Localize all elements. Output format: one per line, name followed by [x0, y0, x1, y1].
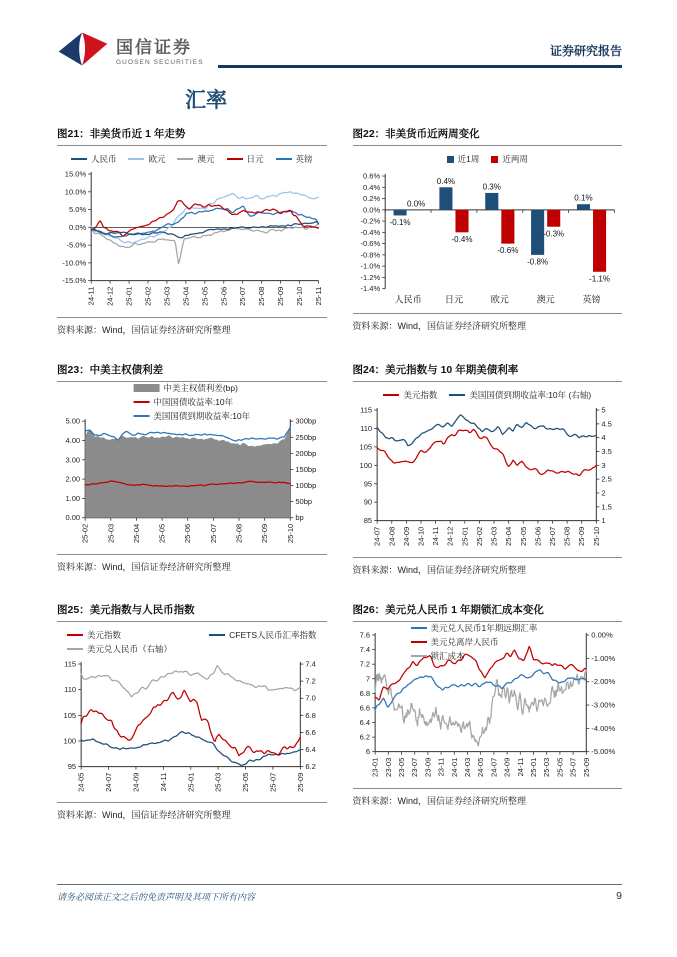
line-swatch-icon: [133, 415, 149, 417]
svg-text:115: 115: [359, 405, 372, 415]
svg-text:110: 110: [359, 423, 372, 433]
svg-text:0.1%: 0.1%: [573, 193, 593, 203]
svg-text:24-01: 24-01: [449, 757, 459, 777]
svg-text:25-03: 25-03: [541, 757, 551, 777]
svg-text:105: 105: [359, 442, 372, 452]
svg-text:25-01: 25-01: [124, 286, 134, 306]
legend-item: CFETS人民币汇率指数: [209, 629, 316, 641]
svg-text:110: 110: [64, 684, 77, 694]
page-header: [57, 30, 622, 68]
svg-text:人民币: 人民币: [394, 294, 422, 305]
svg-text:115: 115: [64, 659, 77, 669]
legend-item: 中国国债收益率:10年: [133, 396, 233, 408]
figure-chart-area: [353, 382, 623, 555]
svg-text:200bp: 200bp: [295, 448, 317, 458]
svg-text:0.6%: 0.6%: [362, 171, 380, 181]
svg-text:300bp: 300bp: [295, 416, 317, 426]
legend-item: 美元指数: [67, 629, 121, 641]
svg-text:25-07: 25-07: [238, 286, 248, 306]
figure-source: 资料来源：Wind，国信证券经济研究所整理: [57, 554, 327, 573]
svg-text:25-07: 25-07: [568, 757, 578, 777]
svg-text:-5.00%: -5.00%: [590, 746, 615, 756]
legend-item: 美国国债到期收益率:10年: [133, 410, 250, 422]
line-swatch-icon: [276, 158, 292, 160]
disclaimer-text: 请务必阅读正文之后的免责声明及其项下所有内容: [57, 892, 256, 902]
line-swatch-icon: [177, 158, 193, 160]
page-footer: [57, 884, 622, 903]
svg-text:25-05: 25-05: [200, 286, 210, 306]
svg-text:25-01: 25-01: [528, 757, 538, 777]
line-swatch-icon: [227, 158, 243, 160]
bar-swatch-icon: [491, 156, 498, 163]
svg-text:-2.00%: -2.00%: [590, 676, 615, 686]
svg-text:-10.0%: -10.0%: [62, 258, 87, 268]
svg-text:100: 100: [359, 460, 372, 470]
legend-item: 美元兑人民币（右轴）: [67, 643, 172, 655]
line-swatch-icon: [411, 641, 427, 643]
chart-canvas: [57, 658, 327, 801]
svg-text:24-11: 24-11: [515, 757, 525, 777]
svg-text:3: 3: [600, 460, 606, 470]
svg-text:23-05: 23-05: [396, 757, 406, 777]
svg-text:25-03: 25-03: [489, 526, 499, 546]
svg-text:23-03: 23-03: [383, 757, 393, 777]
svg-text:7.6: 7.6: [359, 630, 370, 640]
svg-text:24-09: 24-09: [502, 757, 512, 777]
svg-text:0.2%: 0.2%: [362, 194, 380, 204]
chart-legend: [133, 382, 250, 422]
figure-chart-area: [353, 622, 623, 786]
header-rule: [218, 42, 622, 68]
svg-text:25-06: 25-06: [532, 526, 542, 546]
svg-text:7.0: 7.0: [305, 693, 316, 703]
svg-text:24-10: 24-10: [415, 526, 425, 546]
svg-text:24-05: 24-05: [475, 757, 485, 777]
svg-text:25-06: 25-06: [219, 286, 229, 306]
chart-canvas: [57, 168, 327, 315]
brand-name-cn: 国信证券: [116, 37, 192, 57]
svg-text:6.8: 6.8: [359, 688, 370, 698]
svg-text:15.0%: 15.0%: [64, 169, 87, 179]
svg-text:24-11: 24-11: [430, 526, 440, 546]
chart-legend: [353, 389, 623, 401]
svg-text:-1.0%: -1.0%: [359, 261, 380, 271]
chart-legend: [57, 629, 327, 655]
figure-title: 图23：中美主权债利差: [57, 362, 327, 382]
svg-text:1.5: 1.5: [600, 502, 612, 512]
svg-text:0.3%: 0.3%: [482, 182, 501, 192]
chart-legend: [411, 622, 538, 662]
svg-text:24-11: 24-11: [86, 286, 96, 306]
svg-text:0.4%: 0.4%: [436, 176, 455, 186]
svg-text:25-01: 25-01: [459, 526, 469, 546]
svg-text:4.00: 4.00: [65, 435, 81, 445]
svg-text:25-11: 25-11: [313, 286, 323, 306]
svg-text:25-07: 25-07: [208, 523, 218, 543]
svg-text:7: 7: [365, 673, 370, 683]
svg-text:25-09: 25-09: [295, 772, 305, 792]
svg-text:50bp: 50bp: [295, 496, 313, 506]
doc-type-label: 证券研究报告: [549, 44, 622, 58]
svg-text:-0.3%: -0.3%: [542, 229, 564, 239]
svg-text:25-10: 25-10: [295, 286, 305, 306]
line-swatch-icon: [449, 394, 465, 396]
svg-text:25-09: 25-09: [260, 523, 270, 543]
svg-text:23-09: 23-09: [422, 757, 432, 777]
figure-title: 图25：美元指数与人民币指数: [57, 602, 327, 622]
svg-text:-0.2%: -0.2%: [359, 216, 380, 226]
svg-text:25-08: 25-08: [562, 526, 572, 546]
svg-text:-4.00%: -4.00%: [590, 723, 615, 733]
svg-text:150bp: 150bp: [295, 464, 317, 474]
svg-text:24-05: 24-05: [76, 772, 86, 792]
svg-text:25-03: 25-03: [162, 286, 172, 306]
svg-text:-1.1%: -1.1%: [588, 274, 610, 284]
svg-text:7.2: 7.2: [305, 676, 316, 686]
svg-text:25-05: 25-05: [518, 526, 528, 546]
svg-text:10.0%: 10.0%: [64, 187, 87, 197]
svg-text:1.00: 1.00: [65, 493, 81, 503]
svg-text:100bp: 100bp: [295, 480, 317, 490]
svg-text:24-11: 24-11: [158, 772, 168, 791]
figure-24: [353, 362, 623, 576]
svg-text:25-04: 25-04: [503, 526, 513, 546]
line-swatch-icon: [67, 648, 83, 650]
svg-text:85: 85: [363, 515, 372, 525]
svg-text:6.8: 6.8: [305, 710, 316, 720]
svg-text:25-04: 25-04: [131, 523, 141, 543]
svg-text:25-09: 25-09: [581, 757, 591, 777]
svg-text:25-09: 25-09: [276, 286, 286, 306]
svg-text:24-07: 24-07: [372, 526, 382, 546]
svg-text:24-07: 24-07: [104, 772, 114, 792]
area-swatch-icon: [133, 384, 159, 392]
line-swatch-icon: [67, 634, 83, 636]
brand-text: [116, 33, 204, 66]
svg-text:-0.6%: -0.6%: [496, 246, 518, 256]
svg-text:24-12: 24-12: [105, 286, 115, 306]
svg-text:25-09: 25-09: [576, 526, 586, 546]
svg-text:7.2: 7.2: [359, 659, 370, 669]
svg-text:23-01: 23-01: [370, 757, 380, 777]
svg-text:6.4: 6.4: [359, 717, 370, 727]
svg-text:-0.8%: -0.8%: [359, 250, 380, 260]
svg-text:25-01: 25-01: [186, 772, 196, 792]
svg-text:25-10: 25-10: [285, 523, 295, 543]
svg-text:bp: bp: [295, 513, 304, 523]
legend-item: 美国国债到期收益率:10年 (右轴): [449, 389, 591, 401]
svg-text:0.0%: 0.0%: [362, 205, 380, 215]
svg-text:7.4: 7.4: [305, 659, 316, 669]
svg-text:5.00: 5.00: [65, 416, 81, 426]
figure-25: [57, 602, 327, 822]
svg-text:6.2: 6.2: [305, 761, 316, 771]
svg-text:3.00: 3.00: [65, 455, 81, 465]
line-swatch-icon: [411, 627, 427, 629]
svg-text:25-03: 25-03: [106, 523, 116, 543]
svg-text:25-05: 25-05: [554, 757, 564, 777]
svg-text:25-02: 25-02: [143, 286, 153, 306]
svg-text:25-10: 25-10: [591, 526, 601, 546]
line-swatch-icon: [209, 634, 225, 636]
svg-text:-0.1%: -0.1%: [389, 218, 411, 228]
svg-text:2: 2: [600, 488, 606, 498]
svg-text:100: 100: [63, 736, 77, 746]
svg-text:25-07: 25-07: [547, 526, 557, 546]
figure-chart-area: [57, 622, 327, 801]
svg-text:24-09: 24-09: [401, 526, 411, 546]
guosen-logo-icon: [57, 30, 109, 68]
line-swatch-icon: [71, 158, 87, 160]
svg-text:-0.4%: -0.4%: [451, 234, 473, 244]
svg-text:25-02: 25-02: [80, 523, 90, 543]
figure-source: 资料来源：Wind，国信证券经济研究所整理: [57, 317, 327, 336]
svg-text:23-11: 23-11: [436, 757, 446, 777]
svg-text:25-04: 25-04: [181, 286, 191, 306]
svg-text:250bp: 250bp: [295, 432, 317, 442]
svg-text:0.0%: 0.0%: [68, 222, 87, 232]
svg-text:24-12: 24-12: [445, 526, 455, 546]
figure-title: 图24：美元指数与 10 年期美债利率: [353, 362, 623, 382]
svg-text:0.00: 0.00: [65, 513, 81, 523]
svg-text:7.4: 7.4: [359, 644, 370, 654]
svg-text:105: 105: [63, 710, 77, 720]
svg-text:25-07: 25-07: [268, 772, 278, 792]
legend-item: 近两周: [491, 153, 528, 165]
svg-text:0.4%: 0.4%: [362, 182, 380, 192]
svg-text:6.6: 6.6: [359, 703, 370, 713]
svg-text:25-08: 25-08: [257, 286, 267, 306]
brand-block: [57, 30, 204, 68]
figure-chart-area: [353, 146, 623, 311]
legend-item: 日元: [227, 153, 264, 165]
svg-text:-5.0%: -5.0%: [66, 240, 87, 250]
svg-text:2.00: 2.00: [65, 474, 81, 484]
brand-name-en: GUOSEN SECURITIES: [116, 58, 204, 66]
svg-text:-15.0%: -15.0%: [62, 276, 87, 286]
svg-text:25-06: 25-06: [183, 523, 193, 543]
section-title: 汇率: [185, 89, 227, 112]
svg-text:24-03: 24-03: [462, 757, 472, 777]
svg-text:5: 5: [600, 405, 606, 415]
figure-21: [57, 126, 327, 336]
svg-text:6.2: 6.2: [359, 732, 370, 742]
svg-text:25-05: 25-05: [241, 772, 251, 792]
chart-canvas: [353, 404, 623, 555]
line-swatch-icon: [411, 655, 427, 657]
svg-text:95: 95: [363, 479, 372, 489]
svg-text:澳元: 澳元: [536, 294, 555, 305]
svg-text:日元: 日元: [444, 294, 463, 305]
svg-text:-0.6%: -0.6%: [359, 239, 380, 249]
svg-text:23-07: 23-07: [409, 757, 419, 777]
svg-text:5.0%: 5.0%: [68, 205, 87, 215]
svg-text:90: 90: [363, 497, 372, 507]
figure-22: [353, 126, 623, 336]
figure-source: 资料来源：Wind，国信证券经济研究所整理: [57, 802, 327, 821]
svg-text:-3.00%: -3.00%: [590, 700, 615, 710]
legend-item: 美元兑离岸人民币: [411, 636, 499, 648]
figure-source: 资料来源：Wind，国信证券经济研究所整理: [353, 313, 623, 332]
svg-text:-1.00%: -1.00%: [590, 653, 615, 663]
svg-text:95: 95: [67, 761, 77, 771]
svg-text:4: 4: [600, 433, 606, 443]
figure-title: 图22：非美货币近两周变化: [353, 126, 623, 146]
line-swatch-icon: [383, 394, 399, 396]
legend-item: 中美主权债利差(bp): [133, 382, 238, 394]
bar-swatch-icon: [447, 156, 454, 163]
svg-text:6.4: 6.4: [305, 744, 316, 754]
svg-text:25-03: 25-03: [213, 772, 223, 792]
chart-legend: [57, 153, 327, 165]
svg-text:3.5: 3.5: [600, 446, 612, 456]
svg-text:-0.8%: -0.8%: [526, 257, 548, 267]
chart-legend: [353, 153, 623, 165]
svg-text:4.5: 4.5: [600, 419, 612, 429]
svg-text:0.0%: 0.0%: [406, 199, 425, 209]
svg-text:1: 1: [600, 515, 606, 525]
svg-text:24-08: 24-08: [386, 526, 396, 546]
svg-text:-0.4%: -0.4%: [359, 227, 380, 237]
legend-item: 美元兑人民币1年期远期汇率: [411, 622, 538, 634]
line-swatch-icon: [133, 401, 149, 403]
svg-text:24-09: 24-09: [131, 772, 141, 792]
legend-item: 英镑: [276, 153, 313, 165]
svg-text:0.00%: 0.00%: [590, 630, 613, 640]
svg-text:-1.2%: -1.2%: [359, 272, 380, 282]
svg-text:6.6: 6.6: [305, 727, 316, 737]
figure-source: 资料来源：Wind，国信证券经济研究所整理: [353, 557, 623, 576]
page-number: 9: [616, 890, 622, 902]
svg-text:25-02: 25-02: [474, 526, 484, 546]
figure-title: 图26：美元兑人民币 1 年期锁汇成本变化: [353, 602, 623, 622]
svg-text:6: 6: [365, 746, 370, 756]
svg-text:2.5: 2.5: [600, 474, 612, 484]
svg-text:24-07: 24-07: [488, 757, 498, 777]
legend-item: 美元指数: [383, 389, 437, 401]
figure-title: 图21：非美货币近 1 年走势: [57, 126, 327, 146]
line-swatch-icon: [128, 158, 144, 160]
legend-item: 近1周: [447, 153, 480, 165]
figure-23: [57, 362, 327, 576]
figure-chart-area: [57, 146, 327, 315]
legend-item: 欧元: [128, 153, 165, 165]
svg-text:25-05: 25-05: [157, 523, 167, 543]
svg-text:-1.4%: -1.4%: [359, 284, 380, 294]
figure-source: 资料来源：Wind，国信证券经济研究所整理: [353, 788, 623, 807]
svg-text:英镑: 英镑: [581, 294, 601, 305]
legend-item: 锁汇成本: [411, 650, 465, 662]
legend-item: 人民币: [71, 153, 117, 165]
legend-item: 澳元: [177, 153, 214, 165]
figure-chart-area: [57, 382, 327, 552]
figures-grid: [57, 126, 622, 821]
figure-26: [353, 602, 623, 822]
svg-text:欧元: 欧元: [490, 294, 509, 305]
chart-canvas: [353, 168, 623, 311]
svg-text:25-08: 25-08: [234, 523, 244, 543]
